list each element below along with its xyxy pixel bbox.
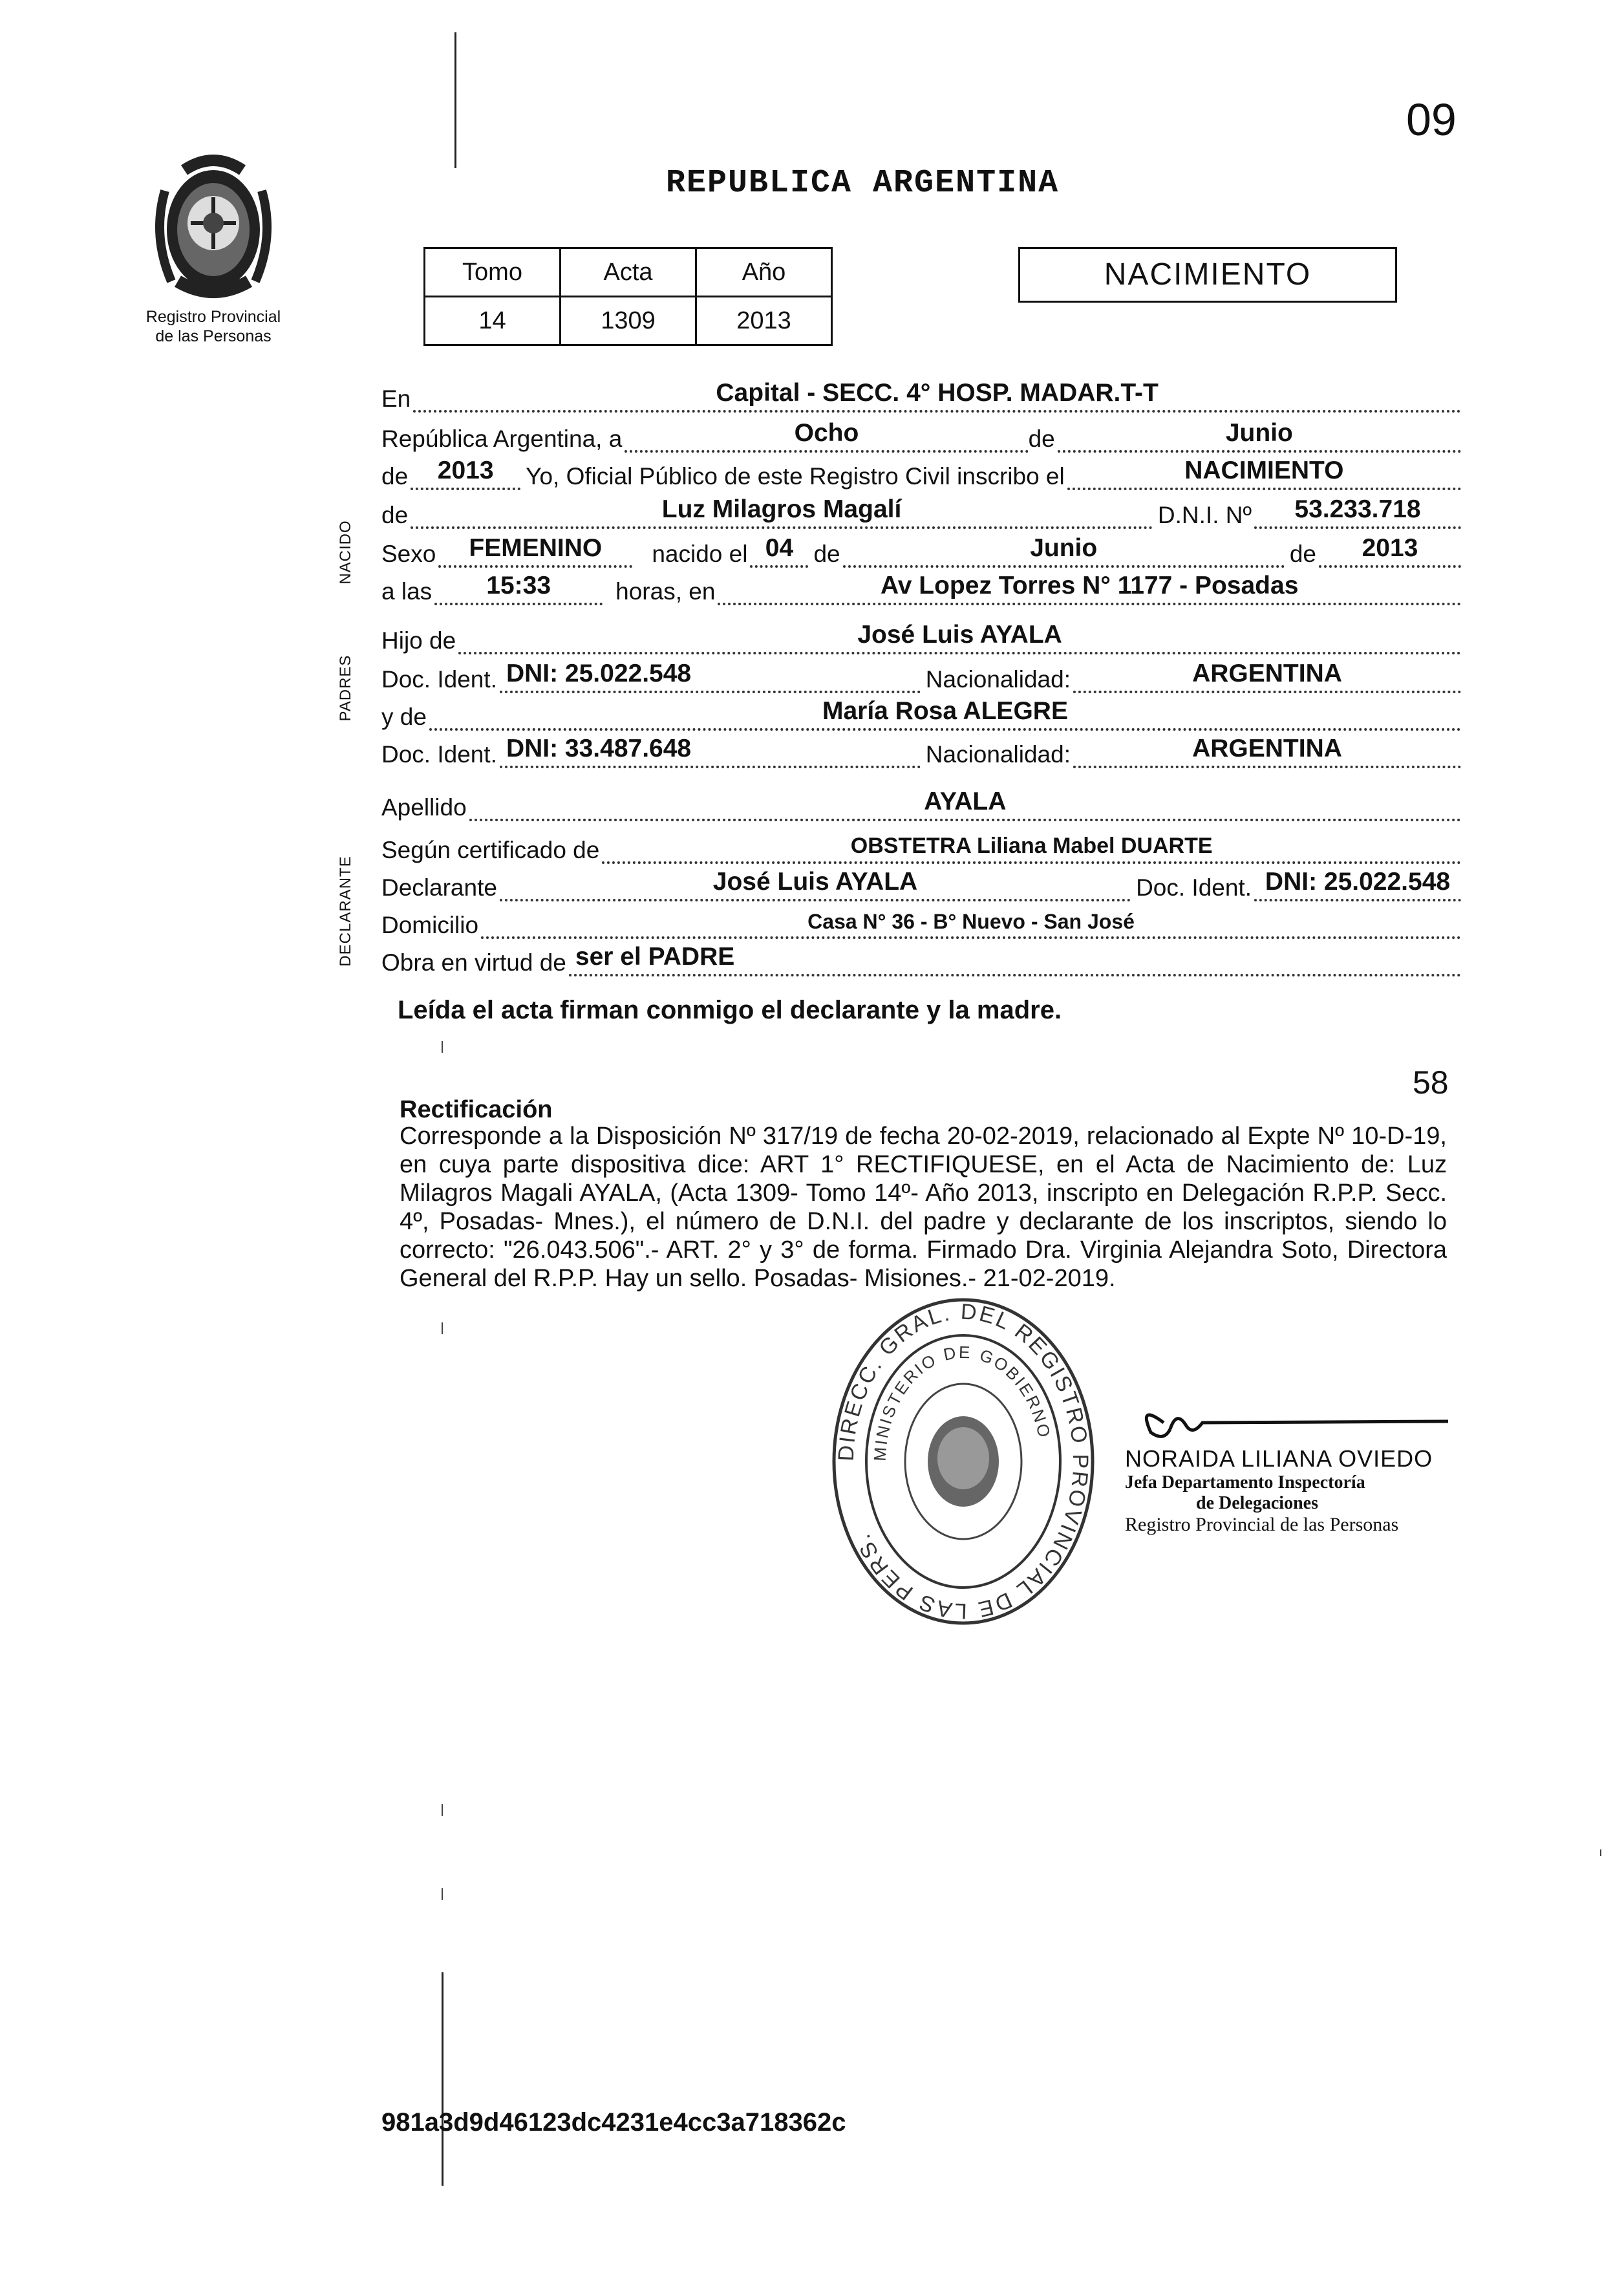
value-dia: Ocho xyxy=(794,419,859,447)
signatory-title-line2: de Delegaciones xyxy=(1196,1493,1318,1513)
stamp-inner-text: MINISTERIO DE GOBIERNO xyxy=(870,1342,1055,1462)
scan-mark-line xyxy=(454,32,456,168)
record-table xyxy=(423,247,833,346)
value-madre-nac: ARGENTINA xyxy=(1192,735,1342,762)
label-republica: República Argentina, a xyxy=(381,426,623,452)
handwritten-signature-icon xyxy=(1125,1397,1461,1442)
value-apellido: AYALA xyxy=(924,788,1007,815)
registry-label xyxy=(116,307,310,346)
value-nombre: Luz Milagros Magalí xyxy=(661,495,902,523)
signatory-title-line1: Jefa Departamento Inspectoría xyxy=(1125,1472,1365,1492)
row-declarante xyxy=(381,869,1461,901)
value-tomo: 14 xyxy=(425,297,561,345)
signatory-org: Registro Provincial de las Personas xyxy=(1125,1514,1399,1535)
row-hora xyxy=(381,573,1461,605)
label-nacionalidad: Nacionalidad: xyxy=(925,666,1071,693)
label-declarante: Declarante xyxy=(381,874,497,901)
label-sexo: Sexo xyxy=(381,541,436,567)
signature-block xyxy=(1125,1397,1461,1536)
value-declarante: José Luis AYALA xyxy=(712,868,918,896)
scan-mark-tick xyxy=(442,1888,443,1900)
label-decl-doc: Doc. Ident. xyxy=(1136,874,1252,901)
row-madre xyxy=(381,698,1461,731)
stamp-outer-text: DIRECC. GRAL. DEL REGISTRO PROVINCIAL DE LAS PERS. xyxy=(833,1299,1093,1624)
label-de: de xyxy=(1289,541,1316,567)
value-madre: María Rosa ALEGRE xyxy=(822,697,1068,725)
scan-mark-tick xyxy=(442,1041,443,1053)
header-tomo: Tomo xyxy=(425,248,561,297)
row-lugar xyxy=(381,380,1461,413)
label-nacionalidad: Nacionalidad: xyxy=(925,741,1071,768)
value-anio: 2013 xyxy=(437,457,494,484)
label-domicilio: Domicilio xyxy=(381,912,479,938)
rectificacion-body: Corresponde a la Disposición Nº 317/19 de fecha 20-02-2019, relacionado al Expte Nº 10-D-19, en cuya parte dispositiva dice: ART 1° RECTIFIQUESE, en el Acta de Nacimiento de: Luz Milagros Magali AYALA, (Acta 1309- Tomo 14º- Año 2013, inscripto en Delegación R.P.P. Secc. 4º, Posadas- Mnes.), el número de D.N.I. del padre y declarante de los inscriptos, siendo lo correcto: "26.043.506".- ART. 2° y 3° de forma. Firmado Dra. Virginia Alejandra Soto, Directora General del R.P.P. Hay un sello. Posadas- Misiones.- 21-02-2019. xyxy=(400,1123,1447,1292)
registry-label-line2: de las Personas xyxy=(155,327,272,345)
row-padre-doc xyxy=(381,661,1461,693)
value-domicilio: Casa N° 36 - B° Nuevo - San José xyxy=(807,910,1135,933)
registry-label-line1: Registro Provincial xyxy=(145,308,281,326)
side-label-padres: PADRES xyxy=(337,654,354,722)
value-acto: NACIMIENTO xyxy=(1184,457,1344,484)
value-anio: 2013 xyxy=(696,297,832,345)
value-dni: 53.233.718 xyxy=(1294,495,1421,523)
row-fecha xyxy=(381,420,1461,453)
label-de: de xyxy=(1028,426,1055,452)
document-hash: 981a3d9d46123dc4231e4cc3a718362c xyxy=(381,2108,846,2137)
value-nac-mes: Junio xyxy=(1030,534,1098,562)
side-label-declarante: DECLARANTE xyxy=(337,856,354,967)
value-decl-doc: DNI: 25.022.548 xyxy=(1265,868,1451,896)
label-doc: Doc. Ident. xyxy=(381,666,497,693)
value-sexo: FEMENINO xyxy=(469,534,603,562)
row-certificado xyxy=(381,832,1461,864)
row-nombre xyxy=(381,497,1461,529)
label-apellido: Apellido xyxy=(381,794,467,821)
margin-number: 58 xyxy=(1413,1064,1449,1101)
value-certificado: OBSTETRA Liliana Mabel DUARTE xyxy=(850,834,1213,858)
value-acta: 1309 xyxy=(561,297,696,345)
row-sexo xyxy=(381,535,1461,568)
scan-mark-tick xyxy=(442,1804,443,1816)
label-de: de xyxy=(381,463,409,490)
row-padre xyxy=(381,622,1461,654)
header-acta: Acta xyxy=(561,248,696,297)
row-anio xyxy=(381,458,1461,490)
label-doc: Doc. Ident. xyxy=(381,741,497,768)
value-mes: Junio xyxy=(1225,419,1293,447)
signatory-name: NORAIDA LILIANA OVIEDO xyxy=(1125,1445,1433,1472)
scan-mark-tick xyxy=(1600,1849,1601,1856)
closing-statement: Leída el acta firman conmigo el declarante y la madre. xyxy=(398,996,1062,1024)
value-nac-anio: 2013 xyxy=(1362,534,1418,562)
value-madre-doc: DNI: 33.487.648 xyxy=(506,735,692,762)
label-dni: D.N.I. Nº xyxy=(1157,502,1252,528)
row-obra xyxy=(381,944,1461,976)
label-hijo: Hijo de xyxy=(381,627,456,654)
label-oficial: Yo, Oficial Público de este Registro Civil inscribo el xyxy=(526,463,1065,490)
scan-mark-line xyxy=(442,1972,443,2186)
scan-mark-tick xyxy=(442,1322,443,1334)
official-seal-stamp xyxy=(828,1293,1099,1630)
row-apellido xyxy=(381,789,1461,821)
label-de: de xyxy=(813,541,840,567)
value-padre-doc: DNI: 25.022.548 xyxy=(506,660,692,687)
label-horas: horas, en xyxy=(615,578,716,605)
side-label-nacido: NACIDO xyxy=(337,520,354,585)
value-padre-nac: ARGENTINA xyxy=(1192,660,1342,687)
value-lugar-inscripcion: Capital - SECC. 4° HOSP. MADAR.T-T xyxy=(716,379,1159,407)
label-de: de xyxy=(381,502,409,528)
label-yde: y de xyxy=(381,704,427,730)
row-domicilio xyxy=(381,907,1461,939)
label-alas: a las xyxy=(381,578,433,605)
row-madre-doc xyxy=(381,736,1461,768)
value-hora: 15:33 xyxy=(486,572,551,599)
label-obra: Obra en virtud de xyxy=(381,949,566,976)
value-padre: José Luis AYALA xyxy=(857,621,1062,649)
value-nac-dia: 04 xyxy=(765,534,794,562)
page-number: 09 xyxy=(1406,94,1457,145)
label-segun: Según certificado de xyxy=(381,837,600,863)
label-nacido: nacido el xyxy=(652,541,748,567)
label-en: En xyxy=(381,385,411,412)
header-anio: Año xyxy=(696,248,832,297)
value-obra: ser el PADRE xyxy=(575,943,735,971)
country-heading: REPUBLICA ARGENTINA xyxy=(666,165,1060,202)
value-lugar-nacimiento: Av Lopez Torres N° 1177 - Posadas xyxy=(881,572,1299,599)
province-crest-icon xyxy=(145,152,281,301)
rectificacion-title: Rectificación xyxy=(400,1096,553,1123)
record-type-box: NACIMIENTO xyxy=(1018,247,1397,303)
